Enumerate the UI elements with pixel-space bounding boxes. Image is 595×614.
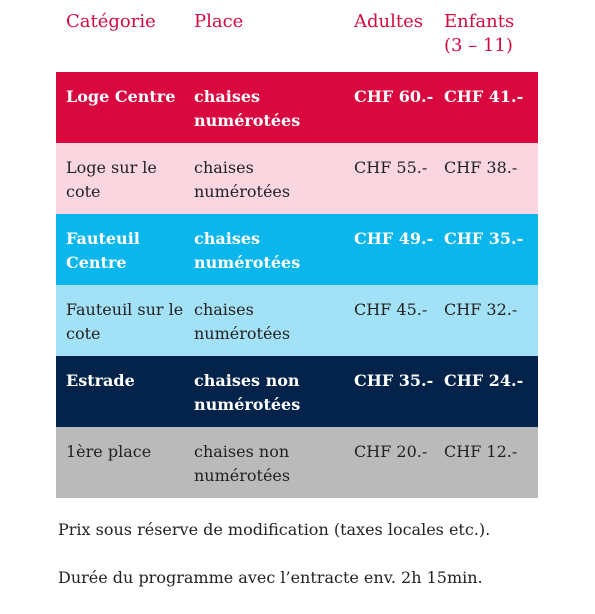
cell-adultes: CHF 35.- <box>354 371 434 390</box>
cell-enfants: CHF 38.- <box>444 158 518 177</box>
cell-place: chaises numérotées <box>194 158 291 201</box>
cell-categorie: Loge Centre <box>66 87 176 106</box>
header-adultes: Adultes <box>354 11 423 32</box>
note-duree: Durée du programme avec l’entracte env. 2h 15min. <box>58 568 483 587</box>
cell-adultes: CHF 49.- <box>354 229 434 248</box>
header-place: Place <box>194 11 244 32</box>
note-reserve: Prix sous réserve de modification (taxes locales etc.). <box>58 520 491 539</box>
cell-enfants: CHF 24.- <box>444 371 524 390</box>
header-categorie: Catégorie <box>66 11 156 32</box>
cell-place: chaises non numérotées <box>194 442 291 485</box>
cell-categorie: Fauteuil Centre <box>66 229 140 272</box>
table-row <box>56 72 538 143</box>
cell-categorie: 1ère place <box>66 442 152 461</box>
cell-place: chaises numérotées <box>194 87 301 130</box>
cell-categorie: Fauteuil sur le cote <box>66 300 184 343</box>
cell-enfants: CHF 41.- <box>444 87 524 106</box>
cell-adultes: CHF 60.- <box>354 87 434 106</box>
cell-enfants: CHF 32.- <box>444 300 518 319</box>
cell-place: chaises non numérotées <box>194 371 301 414</box>
table-row <box>56 427 538 498</box>
table-row <box>56 285 538 356</box>
cell-adultes: CHF 45.- <box>354 300 428 319</box>
table-header-row <box>56 0 538 72</box>
pricing-table <box>56 0 538 498</box>
table-row <box>56 143 538 214</box>
table-row <box>56 214 538 285</box>
table-row <box>56 356 538 427</box>
cell-place: chaises numérotées <box>194 229 301 272</box>
cell-enfants: CHF 12.- <box>444 442 518 461</box>
pricing-page <box>56 0 538 587</box>
header-enfants: Enfants (3 – 11) <box>444 11 515 56</box>
cell-enfants: CHF 35.- <box>444 229 524 248</box>
cell-adultes: CHF 20.- <box>354 442 428 461</box>
cell-categorie: Estrade <box>66 371 135 390</box>
cell-place: chaises numérotées <box>194 300 291 343</box>
cell-categorie: Loge sur le cote <box>66 158 157 201</box>
cell-adultes: CHF 55.- <box>354 158 428 177</box>
